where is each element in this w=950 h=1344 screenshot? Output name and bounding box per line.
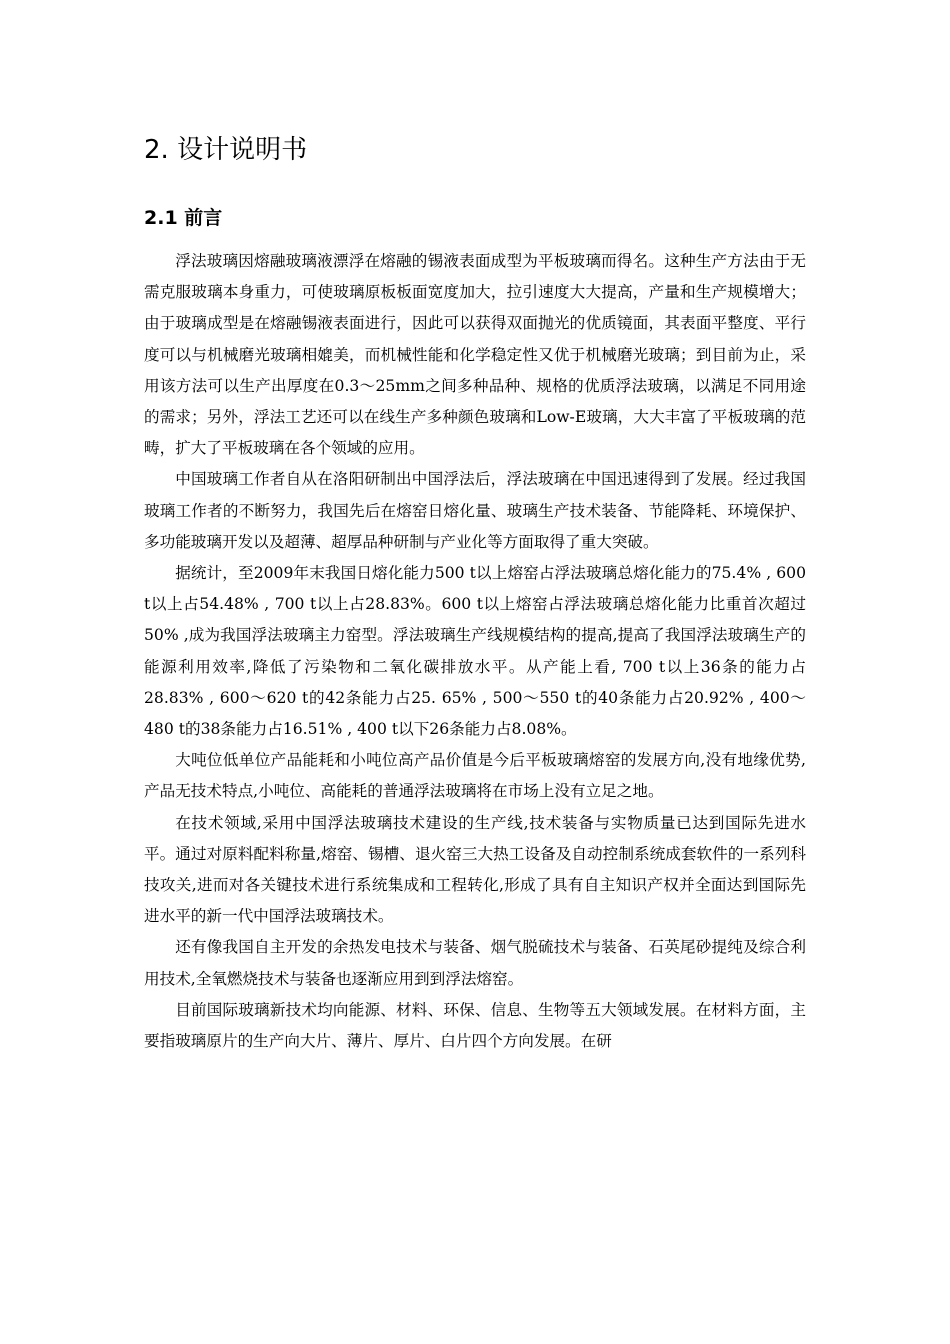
paragraph-statistics: 据统计，至2009年末我国日熔化能力500 t以上熔窑占浮法玻璃总熔化能力的75.4% , 600 t以上占54.48% , 700 t以上占28.83%。600 t以上熔窑占浮法玻璃总熔化能力比重首次超过50% ,成为我国浮法玻璃主力窑型。浮法玻璃生产线规模结构的提高,提高了我国浮法玻璃生产的能源利用效率,降低了污染物和二氧化碳排放水平。从产能上看, 700 t以上36条的能力占28.83% , 600～620 t的42条能力占25. 65% , 500～550 t的40条能力占20.92% , 400～480 t的38条能力占16.51% , 400 t以下26条能力占8.08%。 <box>144 564 806 739</box>
paragraph-technology: 在技术领域,采用中国浮法玻璃技术建设的生产线,技术装备与实物质量已达到国际先进水平。通过对原料配料称量,熔窑、锡槽、退火窑三大热工设备及自动控制系统成套软件的一系列科技攻关,进而对各关键技术进行系统集成和工程转化,形成了具有自主知识产权并全面达到国际先进水平的新一代中国浮法玻璃技术。 <box>144 813 806 926</box>
paragraph-float-glass-intro: 浮法玻璃因熔融玻璃液漂浮在熔融的锡液表面成型为平板玻璃而得名。这种生产方法由于无需克服玻璃本身重力，可使玻璃原板板面宽度加大，拉引速度大大提高，产量和生产规模增大；由于玻璃成型是在熔融锡液表面进行，因此可以获得双面抛光的优质镜面，其表面平整度、平行度可以与机械磨光玻璃相媲美，而机械性能和化学稳定性又优于机械磨光玻璃；到目前为止，采用该方法可以生产出厚度在0.3～25mm之间多种品种、规格的优质浮法玻璃，以满足不同用途的需求；另外，浮法工艺还可以在线生产多种颜色玻璃和Low-E玻璃，大大丰富了平板玻璃的范畴，扩大了平板玻璃在各个领域的应用。 <box>144 252 806 458</box>
page-content <box>144 128 806 1057</box>
chapter-title: 2. 设计说明书 <box>144 135 308 165</box>
paragraph-tonnage-direction: 大吨位低单位产品能耗和小吨位高产品价值是今后平板玻璃熔窑的发展方向,没有地缘优势,产品无技术特点,小吨位、高能耗的普通浮法玻璃将在市场上没有立足之地。 <box>144 751 806 801</box>
paragraph-international-trends: 目前国际玻璃新技术均向能源、材料、环保、信息、生物等五大领域发展。在材料方面，主要指玻璃原片的生产向大片、薄片、厚片、白片四个方向发展。在研 <box>144 1000 806 1051</box>
paragraph-other-techniques: 还有像我国自主开发的余热发电技术与装备、烟气脱硫技术与装备、石英尾砂提纯及综合利用技术,全氧燃烧技术与装备也逐渐应用到到浮法熔窑。 <box>144 938 806 988</box>
section-title: 2.1 前言 <box>144 207 223 229</box>
paragraph-china-development: 中国玻璃工作者自从在洛阳研制出中国浮法后，浮法玻璃在中国迅速得到了发展。经过我国玻璃工作者的不断努力，我国先后在熔窑日熔化量、玻璃生产技术装备、节能降耗、环境保护、多功能玻璃开发以及超薄、超厚品种研制与产业化等方面取得了重大突破。 <box>144 470 806 551</box>
